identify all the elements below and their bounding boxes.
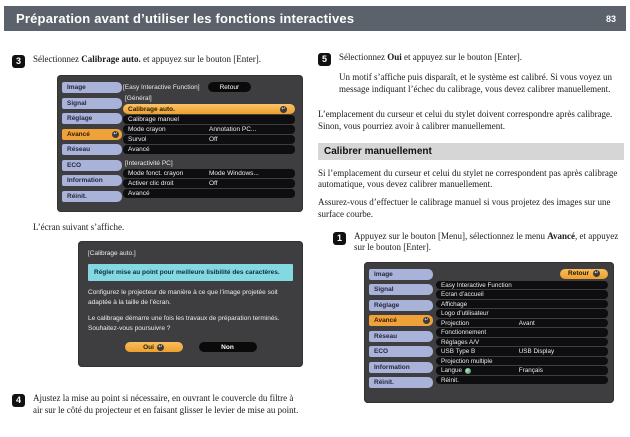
osd2-row-label: Easy Interactive Function	[441, 281, 512, 289]
osd1-tab-reinit	[62, 191, 122, 202]
osd2-row-value: Français	[518, 367, 543, 375]
manual-calibration-paragraph-1: Si l’emplacement du curseur et celui du stylet ne correspondent pas après calibrage automatique, vous devez calibrer manuellement.	[318, 167, 618, 190]
osd2-tab-label: Avancé	[374, 317, 397, 325]
osd2-tab-image	[369, 269, 433, 280]
osd2-row-label: Affichage	[441, 300, 468, 308]
non-button-label: Non	[221, 343, 234, 351]
osd2-row-logo-utilisateur	[436, 309, 608, 318]
osd1-tab-label: Information	[67, 177, 103, 184]
step-4	[12, 393, 312, 416]
step-3-text-bold: Calibrage auto.	[81, 54, 141, 64]
step-3-text-post: et appuyez sur le bouton [Enter].	[140, 54, 261, 64]
osd-menu-screenshot-avance	[364, 262, 614, 403]
osd2-row-label-wrap	[441, 367, 519, 374]
oui-button-label: Oui	[143, 343, 154, 351]
step-4-badge: 4	[12, 394, 25, 407]
page-header-bar	[4, 6, 626, 31]
osd1-tab-label: Avancé	[67, 130, 90, 138]
step-1-badge: 1	[333, 232, 346, 245]
osd1-header-line	[123, 82, 295, 92]
osd2-row-label: Logo d’utilisateur	[441, 310, 489, 318]
dialog-paragraph-2: Le calibrage démarre une fois les travaux de préparation terminés. Souhaitez-vous poursuivre ?	[88, 315, 280, 332]
manual-calibration-paragraph-2: Assurez-vous d’effectuer le calibrage manuel si vous projetez des images sur une surface courbe.	[318, 197, 611, 219]
osd1-row-label: Avancé	[128, 146, 150, 153]
osd2-row-projection-multiple	[436, 357, 608, 366]
osd2-row-label: Projection multiple	[441, 357, 493, 365]
osd2-tab-label: ECO	[374, 348, 389, 356]
osd2-row-ecran-accueil	[436, 290, 608, 299]
osd2-tab-label: Réseau	[374, 332, 398, 340]
dialog-paragraph-1: Configurez le projecteur de manière à ce que l’image projetée soit adaptée à la taille de l’écran.	[88, 289, 278, 306]
osd-calibration-dialog-screenshot	[78, 241, 303, 367]
osd2-row-label: USB Type B	[441, 348, 476, 356]
osd1-tab-label: Réglage	[67, 115, 93, 122]
osd1-tab-label: ECO	[67, 161, 82, 169]
page-number: 83	[605, 13, 616, 24]
step-5-text-pre: Sélectionnez	[339, 52, 388, 62]
osd1-row-calibrage-manuel	[123, 115, 295, 124]
osd1-row-value: Mode Windows...	[209, 170, 259, 177]
osd2-tab-label: Signal	[374, 286, 394, 294]
step-5-text-bold: Oui	[387, 52, 402, 62]
osd2-tab-eco	[369, 346, 433, 357]
osd1-row-value: Annotation PC...	[209, 126, 257, 133]
step-3	[12, 54, 312, 68]
enter-icon: ↵	[594, 270, 599, 277]
osd1-row-avance	[123, 145, 295, 154]
page-title: Préparation avant d’utiliser les fonctions interactives	[16, 11, 355, 26]
osd1-panel-title: [Easy Interactive Function]	[123, 83, 200, 91]
osd1-tab-label: Réseau	[67, 146, 91, 153]
step-3-badge: 3	[12, 55, 25, 68]
osd1-row-activer-clic-droit	[123, 179, 295, 188]
osd2-tab-signal	[369, 284, 433, 295]
dialog-title: [Calibrage auto.]	[88, 250, 136, 257]
osd1-section-general: [Général]	[125, 95, 152, 102]
osd2-content	[436, 269, 608, 386]
osd2-tab-label: Image	[374, 270, 393, 278]
osd1-tab-label: Signal	[67, 99, 87, 107]
osd1-row-survol	[123, 135, 295, 144]
osd2-row-projection	[436, 319, 608, 328]
osd2-row-label: Projection	[441, 319, 470, 327]
step-3-text-pre: Sélectionnez	[33, 54, 82, 64]
osd1-retour-button: Retour	[208, 82, 252, 92]
osd1-tab-reseau	[62, 144, 122, 155]
osd1-row-label: Survol	[128, 136, 147, 143]
osd2-row-label: Ecran d’accueil	[441, 291, 484, 299]
step-1-text-bold: Avancé	[547, 230, 576, 241]
step-3-text	[33, 54, 303, 68]
globe-icon	[465, 368, 471, 374]
osd1-row-mode-fonct-crayon	[123, 169, 295, 178]
section-heading-calibrer-manuellement: Calibrer manuellement	[318, 143, 624, 160]
osd1-tab-avance-selected	[62, 129, 122, 140]
osd2-retour-button	[560, 269, 608, 279]
osd1-tab-label: Image	[67, 84, 86, 91]
osd2-sidebar	[369, 269, 433, 393]
osd2-row-label: Réinit.	[441, 376, 459, 384]
osd1-row-avance-pc	[123, 189, 295, 198]
step-5-text-post: et appuyez sur le bouton [Enter].	[401, 52, 522, 62]
osd2-row-reinit	[436, 376, 608, 385]
step-5	[318, 52, 624, 66]
dialog-buttons	[88, 342, 293, 352]
osd1-content	[123, 82, 295, 199]
enter-icon: ↵	[281, 105, 286, 112]
step-1-text	[354, 231, 624, 254]
osd2-tab-reinit	[369, 377, 433, 388]
alignment-paragraph: L’emplacement du curseur et celui du stylet doivent correspondre après calibrage. Sinon, vous pourriez avoir à calibrer manuellement.	[318, 109, 613, 132]
osd2-retour-label: Retour	[568, 270, 589, 278]
osd1-tab-eco	[62, 160, 122, 171]
osd1-row-mode-crayon	[123, 125, 295, 134]
osd1-sidebar	[62, 82, 122, 206]
osd2-tab-avance-selected	[369, 315, 433, 326]
osd1-row-value: Off	[209, 136, 218, 143]
osd2-row-label: Réglages A/V	[441, 338, 480, 346]
step-1-text-pre: Appuyez sur le bouton [Menu], sélectionnez le menu	[354, 230, 548, 241]
osd2-row-affichage	[436, 300, 608, 309]
osd2-tab-reseau	[369, 331, 433, 342]
osd1-tab-image	[62, 82, 122, 93]
osd2-tab-reglage	[369, 300, 433, 311]
osd2-tab-information	[369, 362, 433, 373]
step-1	[333, 231, 624, 254]
oui-button	[125, 342, 183, 352]
osd1-row-label: Calibrage auto.	[128, 105, 175, 113]
enter-icon: ↵	[158, 343, 163, 350]
osd2-row-label: Fonctionnement	[441, 329, 487, 337]
osd2-tab-label: Information	[374, 363, 410, 371]
osd1-row-calibrage-auto	[123, 104, 295, 114]
osd2-row-usb-type-b	[436, 347, 608, 356]
step-4-text: Ajustez la mise au point si nécessaire, en ouvrant le couvercle du filtre à air sur le côté du projecteur et en faisant glisser le levier de mise au point.	[33, 393, 299, 415]
osd2-row-reglages-av	[436, 338, 608, 347]
osd2-row-value: USB Display	[518, 348, 555, 356]
osd-menu-screenshot-interactive	[57, 75, 303, 212]
enter-icon: ↵	[424, 317, 429, 324]
osd1-row-label: Avancé	[128, 190, 150, 197]
osd1-row-label: Calibrage manuel	[128, 116, 179, 123]
osd1-row-label: Mode crayon	[128, 126, 166, 133]
step-5-detail: Un motif s’affiche puis disparaît, et le système est calibré. Si vous voyez un message indiquant l’échec du calibrage, vous devez calibrer manuellement.	[339, 72, 613, 94]
dialog-info-box: Régler mise au point pour meilleure lisibilité des caractères.	[88, 264, 293, 281]
step-5-text	[339, 52, 609, 66]
osd1-tab-label: Réinit.	[67, 192, 87, 200]
osd2-row-easy-interactive-function	[436, 281, 608, 290]
osd2-tab-label: Réglage	[374, 301, 400, 309]
right-column	[318, 52, 624, 403]
step-1-text-post: , et appuyez sur le bouton [Enter].	[354, 230, 619, 253]
osd2-row-label: Langue	[441, 367, 463, 375]
osd1-row-label: Activer clic droit	[128, 180, 174, 187]
enter-icon: ↵	[113, 130, 118, 137]
osd1-section-interactivite-pc: [Interactivité PC]	[125, 160, 173, 167]
left-column	[12, 54, 312, 416]
osd1-tab-information	[62, 175, 122, 186]
osd1-row-value: Off	[209, 180, 218, 187]
screen-note: L’écran suivant s’affiche.	[33, 222, 125, 232]
osd2-header-line	[436, 269, 608, 279]
osd1-row-label: Mode fonct. crayon	[128, 170, 184, 177]
osd2-row-langue	[436, 366, 608, 375]
step-5-badge: 5	[318, 53, 331, 66]
non-button	[199, 342, 257, 352]
osd1-tab-reglage	[62, 113, 122, 124]
osd2-row-fonctionnement	[436, 328, 608, 337]
osd1-tab-signal	[62, 98, 122, 109]
osd2-row-value: Avant	[518, 319, 535, 327]
osd2-tab-label: Réinit.	[374, 379, 394, 387]
